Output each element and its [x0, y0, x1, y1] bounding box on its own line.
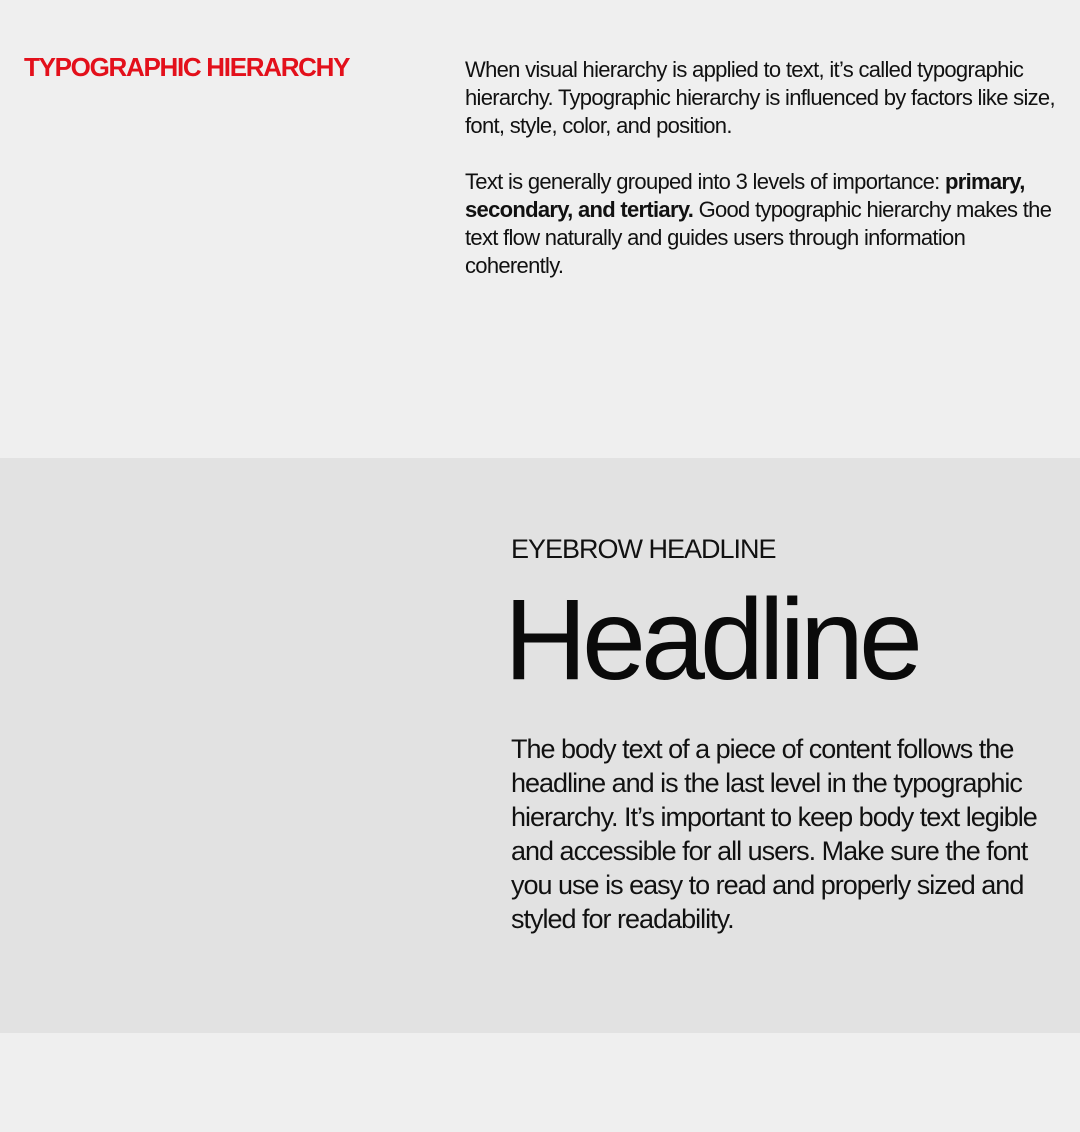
intro-paragraph-2-end: Good typographic hierarchy makes the text flow naturally and guides users through information coherently.	[465, 197, 1052, 278]
intro-text	[465, 56, 1065, 308]
example-headline: Headline	[504, 576, 918, 704]
section-title: TYPOGRAPHIC HIERARCHY	[24, 52, 350, 82]
intro-paragraph-2	[465, 168, 1065, 280]
intro-section	[0, 0, 1080, 458]
levels-emphasis: primary, secondary, and tertiary.	[465, 169, 1025, 222]
eyebrow-headline: EYEBROW HEADLINE	[511, 534, 776, 564]
bottom-spacer	[0, 1033, 1080, 1132]
hierarchy-example	[0, 458, 1080, 1033]
intro-paragraph-2-start: Text is generally grouped into 3 levels of importance:	[465, 169, 946, 194]
intro-paragraph-1: When visual hierarchy is applied to text, it’s called typographic hierarchy. Typographic hierarchy is influenced by factors like size, font, style, color, and position.	[465, 57, 1055, 138]
example-body-text: The body text of a piece of content follows the headline and is the last level in the typographic hierarchy. It’s important to keep body text legible and accessible for all users. Make sure the font you use is easy to read and properly sized and styled for readability.	[511, 734, 1037, 934]
